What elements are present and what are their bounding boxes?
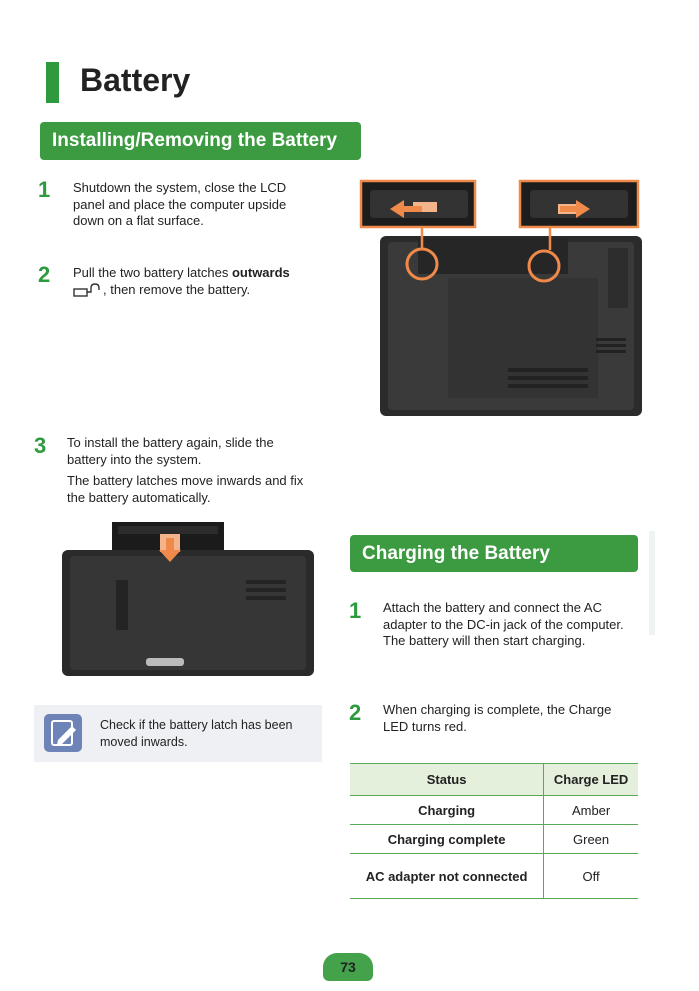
- column-header: Charge LED: [544, 764, 638, 796]
- step-text: When charging is complete, the Charge LED turns red.: [383, 702, 612, 734]
- note-text: Check if the battery latch has been moved inwards.: [100, 718, 293, 749]
- step-text: The battery latches move inwards and fix the battery automatically.: [67, 473, 304, 505]
- unlock-icon: [73, 283, 103, 297]
- note-box: [34, 705, 322, 762]
- side-tab: [649, 531, 655, 635]
- pencil-note-icon: [44, 714, 82, 752]
- step-text-part: Pull the two battery latches: [73, 265, 232, 280]
- page-number: 73: [323, 953, 373, 981]
- step-text: Attach the battery and connect the AC adapter to the DC-in jack of the computer. The battery will then start charging.: [383, 600, 624, 648]
- title-accent-bar: [46, 62, 59, 103]
- step-text: To install the battery again, slide the battery into the system.: [67, 435, 274, 467]
- step-text-part: , then remove the battery.: [103, 281, 251, 297]
- status-cell: Charging complete: [350, 825, 544, 854]
- status-cell: Charging: [350, 796, 544, 825]
- step-number: 3: [34, 433, 47, 458]
- step-text-bold: outwards: [231, 265, 290, 280]
- table-row: [350, 796, 638, 825]
- step-text: Shutdown the system, close the LCD panel and place the computer upside down on a flat surface.: [73, 180, 287, 228]
- table-row: [350, 825, 638, 854]
- table-row: [350, 854, 638, 899]
- column-header: Status: [350, 764, 544, 796]
- charge-led-table: [350, 763, 638, 899]
- led-cell: Amber: [544, 796, 638, 825]
- table-header-row: [350, 764, 638, 796]
- step-number: 2: [349, 700, 362, 725]
- step-number: 2: [38, 262, 51, 287]
- status-cell: AC adapter not connected: [350, 854, 544, 899]
- led-cell: Green: [544, 825, 638, 854]
- laptop-latch-photo: [358, 178, 642, 418]
- section-heading-install: Installing/Removing the Battery: [40, 122, 361, 160]
- section-heading-charge: Charging the Battery: [350, 535, 638, 572]
- battery-insert-photo: [56, 520, 320, 680]
- page-title: Battery: [80, 62, 191, 98]
- step-number: 1: [38, 177, 51, 202]
- led-cell: Off: [544, 854, 638, 899]
- step-text: [73, 265, 323, 298]
- step-number: 1: [349, 598, 362, 623]
